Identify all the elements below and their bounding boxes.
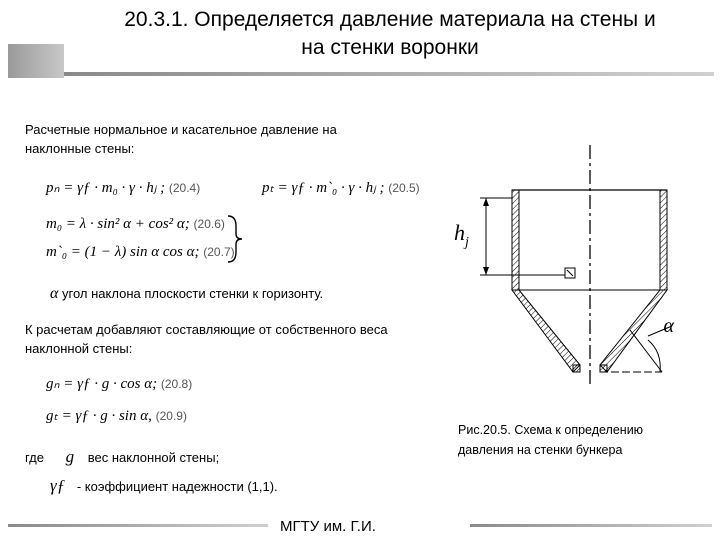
caption-line-1: Рис.20.5. Схема к определению <box>458 423 644 437</box>
intro-text <box>25 120 337 158</box>
gamma-line <box>50 476 278 496</box>
formula-20-8 <box>46 374 192 393</box>
angle-label: α <box>663 315 674 337</box>
formula-20-4 <box>46 178 200 197</box>
formula-20-7-text: m`₀ = (1 − λ) sin α cos α; <box>46 244 200 260</box>
footer-text: МГТУ им. Г.И. <box>280 518 376 535</box>
intro-line-1: Расчетные нормальное и касательное давление на <box>25 122 337 137</box>
where-g-line <box>25 447 219 467</box>
gamma-text: - коэффициент надежности (1,1). <box>76 479 278 494</box>
title-line-2: на стенки воронки <box>301 36 479 59</box>
title-line-1: 20.3.1. Определяется давление материала на стены и <box>124 8 656 31</box>
formula-20-6-number: (20.6) <box>193 217 225 231</box>
slide-title <box>70 6 710 62</box>
right-wall <box>660 190 667 290</box>
left-inclined-wall <box>512 290 580 372</box>
formula-20-6 <box>46 216 225 233</box>
depth-label: $h_j$ <box>454 220 469 250</box>
formula-20-6-text: m₀ = λ · sin² α + cos² α; <box>46 216 190 232</box>
formula-20-7-number: (20.7) <box>203 245 235 259</box>
title-corner-decoration <box>8 44 64 78</box>
formula-20-5-text: pₜ = γƒ · m`₀ · γ · hⱼ ; <box>262 180 385 196</box>
formula-20-8-number: (20.8) <box>160 377 193 391</box>
formula-20-4-number: (20.4) <box>168 181 201 195</box>
alpha-definition <box>50 284 323 303</box>
where-label: где <box>25 450 44 465</box>
formula-20-4-text: pₙ = γƒ · m₀ · γ · hⱼ ; <box>46 180 166 196</box>
caption-line-2: давления на стенки бункера <box>458 443 623 457</box>
gamma-symbol: γƒ <box>50 476 66 495</box>
right-inclined-wall <box>600 290 667 372</box>
alpha-text: угол наклона плоскости стенки к горизонту. <box>62 286 324 301</box>
extra-line-1: К расчетам добавляют составляющие от собственного веса <box>25 322 388 337</box>
alpha-symbol: α <box>50 285 59 302</box>
g-symbol: g <box>65 447 75 466</box>
footer-line-left <box>8 524 268 527</box>
extra-text <box>25 320 388 358</box>
formula-brace <box>226 214 244 264</box>
g-text: вес наклонной стены; <box>87 450 220 465</box>
formula-20-7 <box>46 244 235 261</box>
formula-20-5 <box>262 178 420 197</box>
extra-line-2: наклонной стены: <box>25 341 133 356</box>
formula-20-9-number: (20.9) <box>155 409 187 423</box>
formula-20-9-text: gₜ = γƒ · g · sin α, <box>46 408 152 424</box>
formula-20-8-text: gₙ = γƒ · g · cos α; <box>46 376 158 392</box>
figure-caption <box>458 420 718 460</box>
title-divider <box>64 72 714 76</box>
intro-line-2: наклонные стены: <box>25 141 135 156</box>
formula-20-5-number: (20.5) <box>388 181 420 195</box>
hopper-diagram <box>440 140 680 390</box>
formula-20-9 <box>46 406 187 425</box>
footer-line-right <box>470 524 712 527</box>
